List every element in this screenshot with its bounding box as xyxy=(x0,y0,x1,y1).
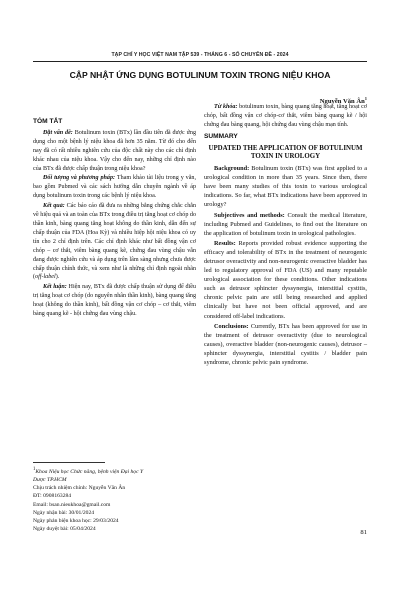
footnote-accepted: Ngày duyệt bài: 05/04/2024 xyxy=(33,526,96,533)
en-subjectives-text: Consult the medical literature, including Pubmed and Guidelines, to find out the literature on the application of botulinum toxin in urological pathologies. xyxy=(204,211,367,237)
vi-ket-luan-text: Hiện nay, BTx đã được chấp thuận sử dụng để điều trị tăng hoạt cơ chóp (do nguyên nhân thần kinh), bàng quang tăng hoạt (không do thần kinh), bất đồng vận cơ chóp – cơ thắt, viêm bàng quang kẽ - hội chứng đau vùng chậu. xyxy=(33,284,196,318)
vi-ket-qua-label: Kết quả: xyxy=(43,203,65,210)
vi-ket-luan-label: Kết luận: xyxy=(43,284,67,291)
vi-doi-tuong-label: Đối tượng và phương pháp: xyxy=(43,175,116,182)
author-name: Nguyễn Văn Ân xyxy=(319,98,365,106)
en-background-label: Background: xyxy=(214,165,250,173)
vi-ket-luan xyxy=(33,283,196,319)
page-number: 81 xyxy=(360,529,367,536)
vi-doi-tuong-text: Tham khảo tài liệu trong y văn, bao gồm Pubmed và các sách hướng dẫn chuyên ngành về áp dụng botulinum toxin trong các bệnh lý niệu khoa. xyxy=(33,175,197,200)
en-conclusions-text: Currently, BTx has been approved for use in the treatment of detrusor overactivity (due to neurological causes), overactive bladder (non-neurogenic causes), detrusor – sphincter dyssynergia, interstitial cystitis / bladder pain syndrome, chronic pelvic pain syndrome. xyxy=(204,322,367,366)
running-header: TẠP CHÍ Y HỌC VIỆT NAM TẬP 539 - THÁNG 6 - SỐ CHUYÊN ĐỀ - 2024 xyxy=(111,52,289,58)
en-summary-heading: SUMMARY xyxy=(204,132,238,140)
en-subjectives xyxy=(204,211,367,238)
right-column xyxy=(204,103,367,368)
footnotes xyxy=(33,466,198,533)
vi-ket-qua-end: ). xyxy=(55,274,60,281)
footnote-phone: ĐT: 0908163284 xyxy=(33,493,72,500)
en-subjectives-label: Subjectives and methods: xyxy=(214,211,285,219)
footnote-affiliation-mark: 1 xyxy=(33,467,36,472)
vi-doi-tuong xyxy=(33,174,196,201)
footnote-affiliation-line1: Khoa Niệu học Chức năng, bệnh viện Đại học Y xyxy=(35,468,144,475)
footnote-reviewed: Ngày phản biện khoa học: 29/03/2024 xyxy=(33,518,119,525)
en-background-text: Botulinum toxin (BTx) was first applied to a urological condition in more than 35 years. Since then, there have been many studies of this toxin to various urological indications. So far, what BTx indications have been approved in urology? xyxy=(204,165,367,209)
vi-dat-van-de-text: Botulinum toxin (BTx) lần đầu tiên đã được ứng dụng cho một bệnh lý niệu khoa đã hơn 35 năm. Từ đó cho đến nay đã có rất nhiều nghiên cứu của độc chất này cho các chỉ định khác nhau của niệu khoa. Vậy cho đến nay, những chỉ định nào của BTx đã được chấp thuận trong niệu khoa? xyxy=(33,129,197,172)
vi-off-label: off-label xyxy=(35,274,56,281)
left-column xyxy=(33,118,196,320)
en-conclusions-label: Conclusions: xyxy=(214,322,249,330)
vi-abstract-heading: TÓM TẮT xyxy=(33,118,63,125)
header-rule xyxy=(33,61,367,62)
vi-ket-qua-text: Các báo cáo đã đưa ra những bằng chứng chắc chắn về hiệu quả và an toàn của BTx trong điều trị tăng hoạt cơ chóp do thần kinh, bàng quang tăng hoạt không do thần kinh, dẫn đến sự chấp thuận của FDA (Hoa Kỳ) và nhiều hiệp hội niệu khoa có uy tín cho 2 chỉ định trên. Các chỉ định khác như bất đồng vận cơ chóp – cơ thắt, viêm bàng quang kẽ, chứng đau vùng chậu vẫn đang được nghiên cứu và áp dụng trên lâm sàng nhưng chưa được chấp thuận chính thức, và xem như là những chỉ định ngoài nhãn ( xyxy=(33,203,196,281)
article-title: CẬP NHẬT ỨNG DỤNG BOTULINUM TOXIN TRONG NIỆU KHOA xyxy=(69,70,331,80)
footnote-affiliation xyxy=(33,466,198,476)
footnote-affiliation-cont xyxy=(33,476,198,484)
en-title: UPDATED THE APPLICATION OF BOTULINUM TOXIN IN UROLOGY xyxy=(208,144,363,160)
footnote-rule xyxy=(33,462,105,463)
en-results xyxy=(204,239,367,321)
footnote-received: Ngày nhận bài: 30/01/2024 xyxy=(33,509,95,516)
vi-tu-khoa-label: Từ khóa: xyxy=(214,104,238,110)
footnote-email: Email: bsan.nieukhoa@gmail.com xyxy=(33,501,111,508)
en-conclusions xyxy=(204,322,367,367)
vi-dat-van-de-label: Đặt vấn đề: xyxy=(43,129,73,136)
footnote-affiliation-line2: Dược TP.HCM xyxy=(33,477,67,484)
en-results-text: Reports provided robust evidence supporting the efficacy and tolerability of BTx in the treatment of neurogenic detrusor overactivity and non-neurogenic overactive bladder has led to regulatory approval of FDA (US) and many reputable urological association for these conditions. Other indications such as detrusor sphincter dyssynergia, interstitial cystitis, chronic pelvic pain are still being researched and applied clinically but have not been official approved, and are considered off-label indications. xyxy=(204,239,367,320)
vi-ket-qua xyxy=(33,202,196,282)
footnote-corresponding: Chịu trách nhiệm chính: Nguyễn Văn Ân xyxy=(33,485,126,492)
vi-dat-van-de xyxy=(33,129,196,174)
author-affiliation-mark: 1 xyxy=(364,96,367,101)
vi-tu-khoa xyxy=(204,103,367,130)
vi-tu-khoa-text: botulinum toxin, bàng quang tăng hoạt, tăng hoạt cơ chóp, bất đồng vận cơ chóp-cơ thắt, viêm bàng quang kẽ / hội chứng đau bàng quang, hội chứng đau vùng chậu mạn tính. xyxy=(204,104,367,128)
en-background xyxy=(204,164,367,209)
en-results-label: Results: xyxy=(214,239,236,247)
